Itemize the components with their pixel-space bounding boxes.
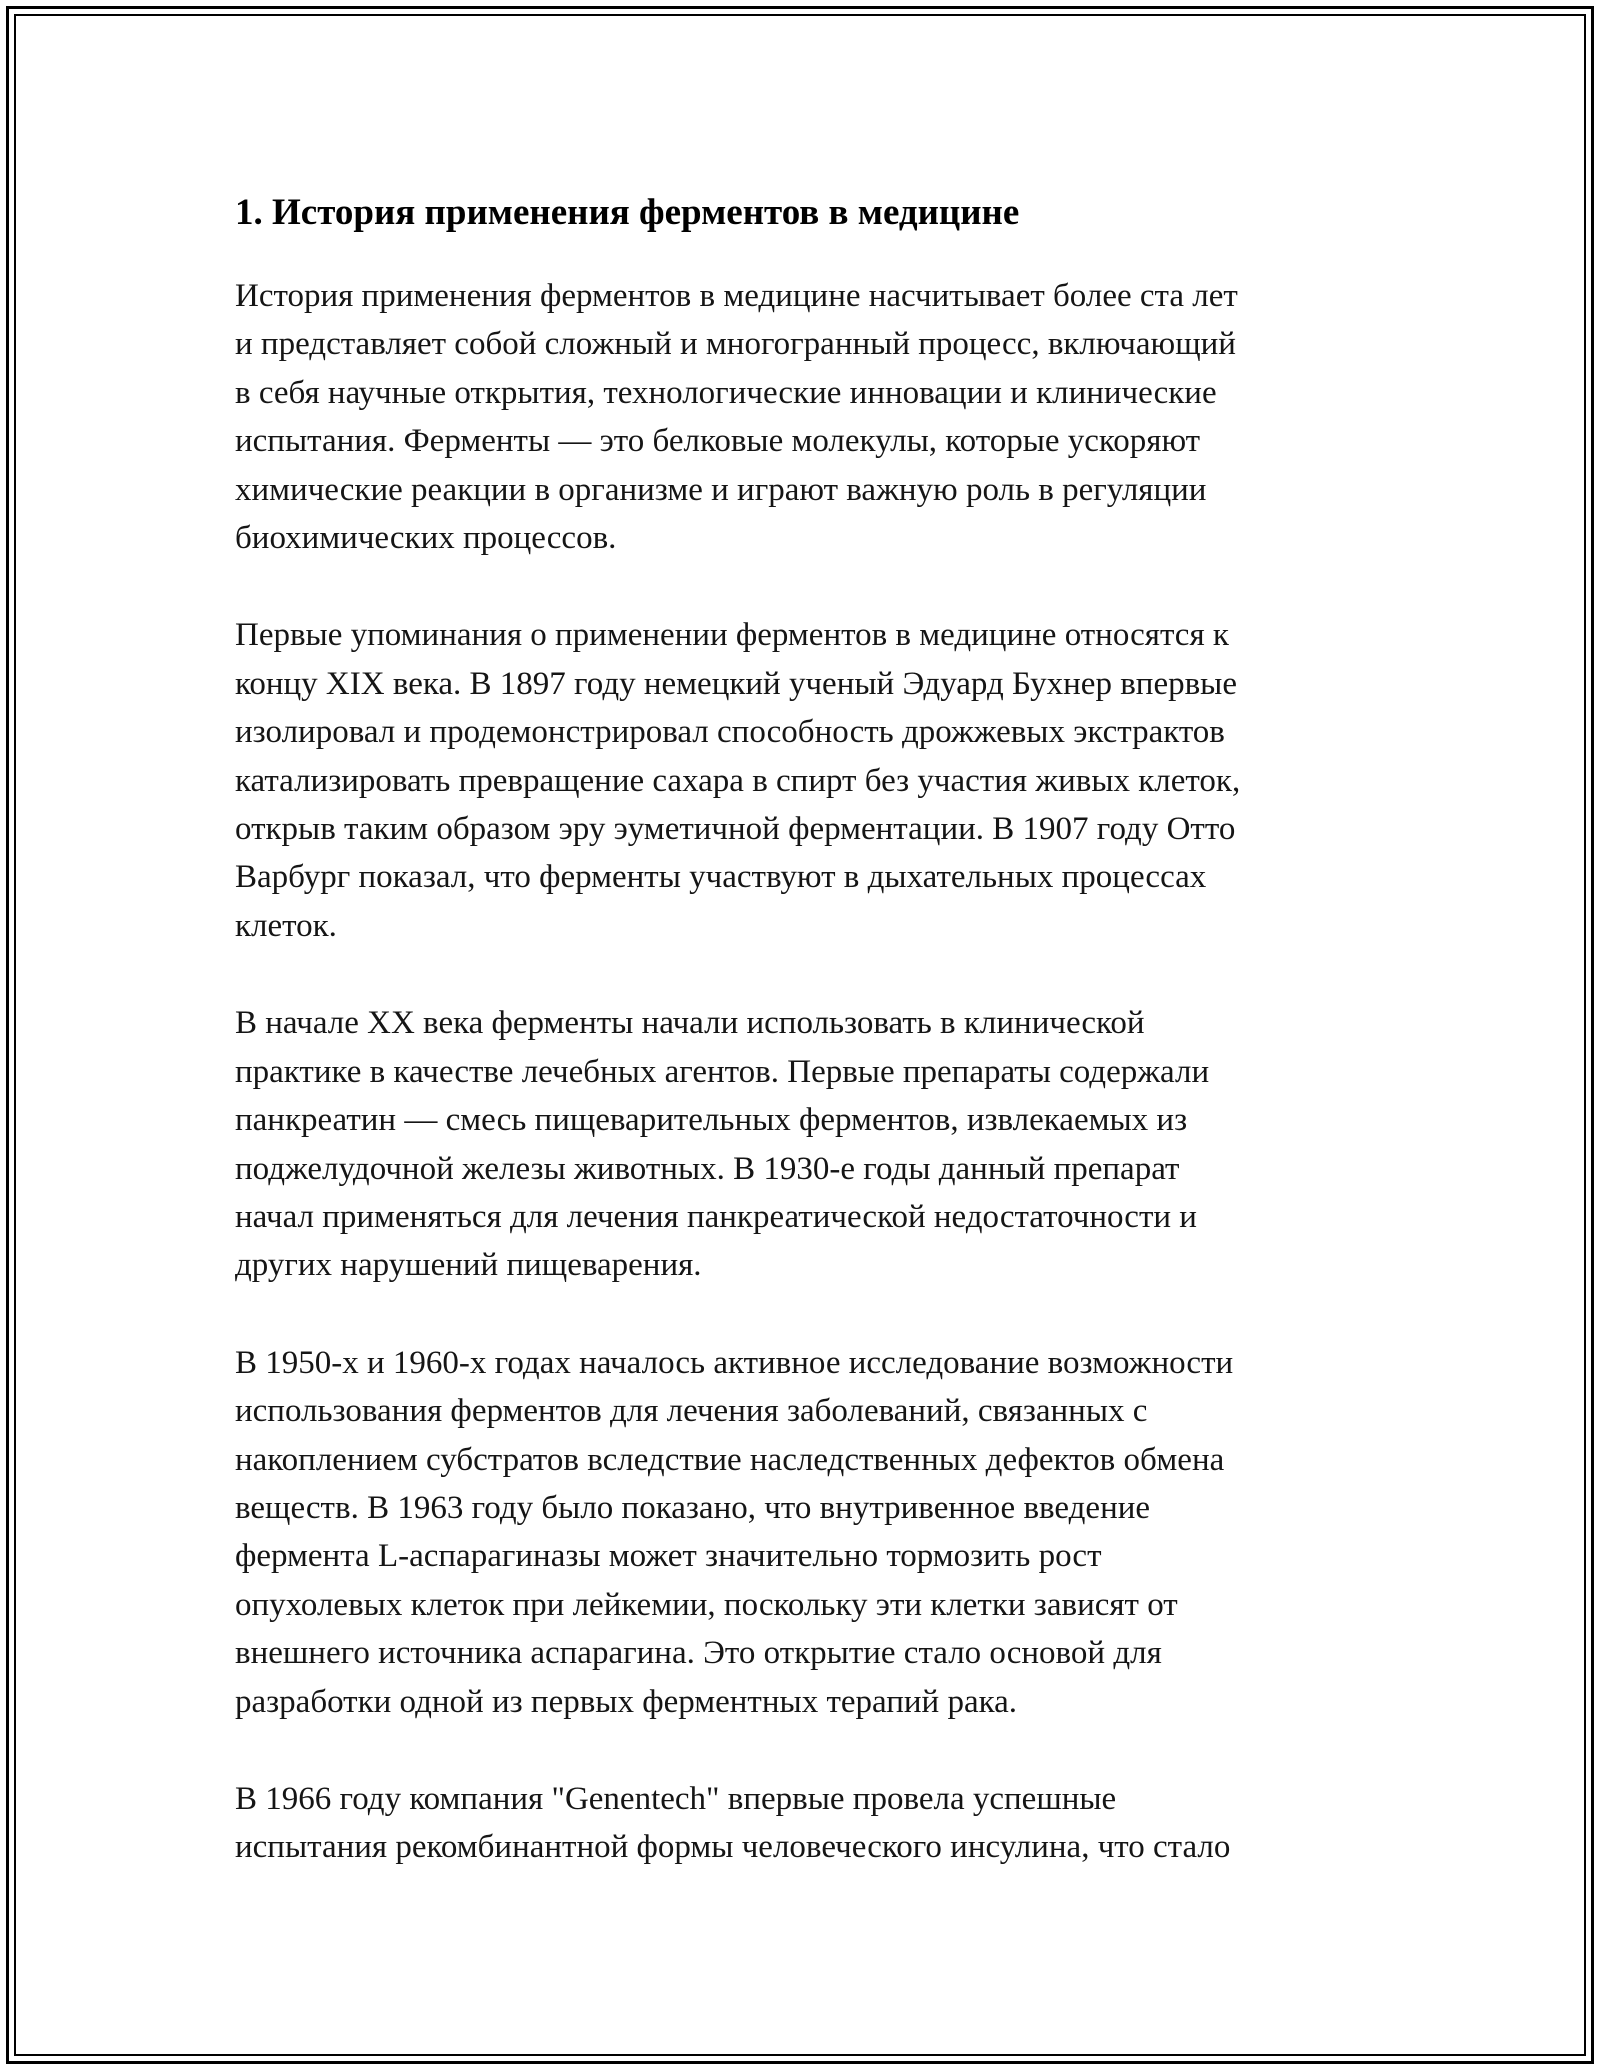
text-line: История применения ферментов в медицине насчитывает более ста лет bbox=[235, 278, 1238, 314]
text-line: открыв таким образом эру эуметичной ферментации. В 1907 году Отто bbox=[235, 811, 1236, 848]
text-line: испытания рекомбинантной формы человеческого инсулина, что стало bbox=[235, 1829, 1231, 1866]
text-line: внешнего источника аспарагина. Это открытие стало основой для bbox=[235, 1635, 1162, 1672]
text-line: концу XIX века. В 1897 году немецкий ученый Эдуард Бухнер впервые bbox=[235, 665, 1237, 702]
text-line: разработки одной из первых ферментных терапий рака. bbox=[235, 1683, 1018, 1720]
text-line: испытания. Ферменты — это белковые молекулы, которые ускоряют bbox=[235, 423, 1201, 460]
text-line: практике в качестве лечебных агентов. Первые препараты содержали bbox=[235, 1053, 1210, 1090]
paragraph-1 bbox=[235, 272, 1375, 562]
text-line: в себя научные открытия, технологические инновации и клинические bbox=[235, 374, 1217, 411]
text-line: биохимических процессов. bbox=[235, 520, 617, 557]
text-line: накоплением субстратов вследствие наследственных дефектов обмена bbox=[235, 1441, 1225, 1478]
text-line: фермента L-аспарагиназы может значительно тормозить рост bbox=[235, 1538, 1102, 1575]
section-heading: 1. История применения ферментов в медицине bbox=[235, 192, 1020, 233]
text-line: химические реакции в организме и играют важную роль в регуляции bbox=[235, 471, 1207, 508]
text-line: поджелудочной железы животных. В 1930-е годы данный препарат bbox=[235, 1150, 1180, 1187]
text-line: В 1950-х и 1960-х годах началось активное исследование возможности bbox=[235, 1344, 1234, 1381]
text-line: и представляет собой сложный и многогранный процесс, включающий bbox=[235, 326, 1236, 363]
text-line: В 1966 году компания "Genentech" впервые провела успешные bbox=[235, 1780, 1117, 1817]
text-line: использования ферментов для лечения заболеваний, связанных с bbox=[235, 1393, 1148, 1430]
text-line: В начале XX века ферменты начали использовать в клинической bbox=[235, 1005, 1145, 1042]
text-line: других нарушений пищеварения. bbox=[235, 1247, 702, 1284]
text-line: клеток. bbox=[235, 907, 337, 944]
text-line: панкреатин — смесь пищеварительных ферментов, извлекаемых из bbox=[235, 1102, 1188, 1139]
paragraph-5 bbox=[235, 1775, 1375, 1872]
paragraph-4 bbox=[235, 1339, 1375, 1726]
text-line: изолировал и продемонстрировал способность дрожжевых экстрактов bbox=[235, 714, 1225, 751]
text-line: веществ. В 1963 году было показано, что внутривенное введение bbox=[235, 1489, 1151, 1526]
paragraph-2 bbox=[235, 611, 1375, 950]
text-line: опухолевых клеток при лейкемии, поскольку эти клетки зависят от bbox=[235, 1586, 1178, 1623]
text-line: Первые упоминания о применении ферментов в медицине относятся к bbox=[235, 617, 1229, 654]
text-line: Варбург показал, что ферменты участвуют в дыхательных процессах bbox=[235, 859, 1207, 896]
text-line: начал применяться для лечения панкреатической недостаточности и bbox=[235, 1198, 1197, 1235]
paragraph-3 bbox=[235, 999, 1375, 1289]
document-body bbox=[235, 188, 1375, 1921]
text-line: катализировать превращение сахара в спирт без участия живых клеток, bbox=[235, 762, 1241, 799]
